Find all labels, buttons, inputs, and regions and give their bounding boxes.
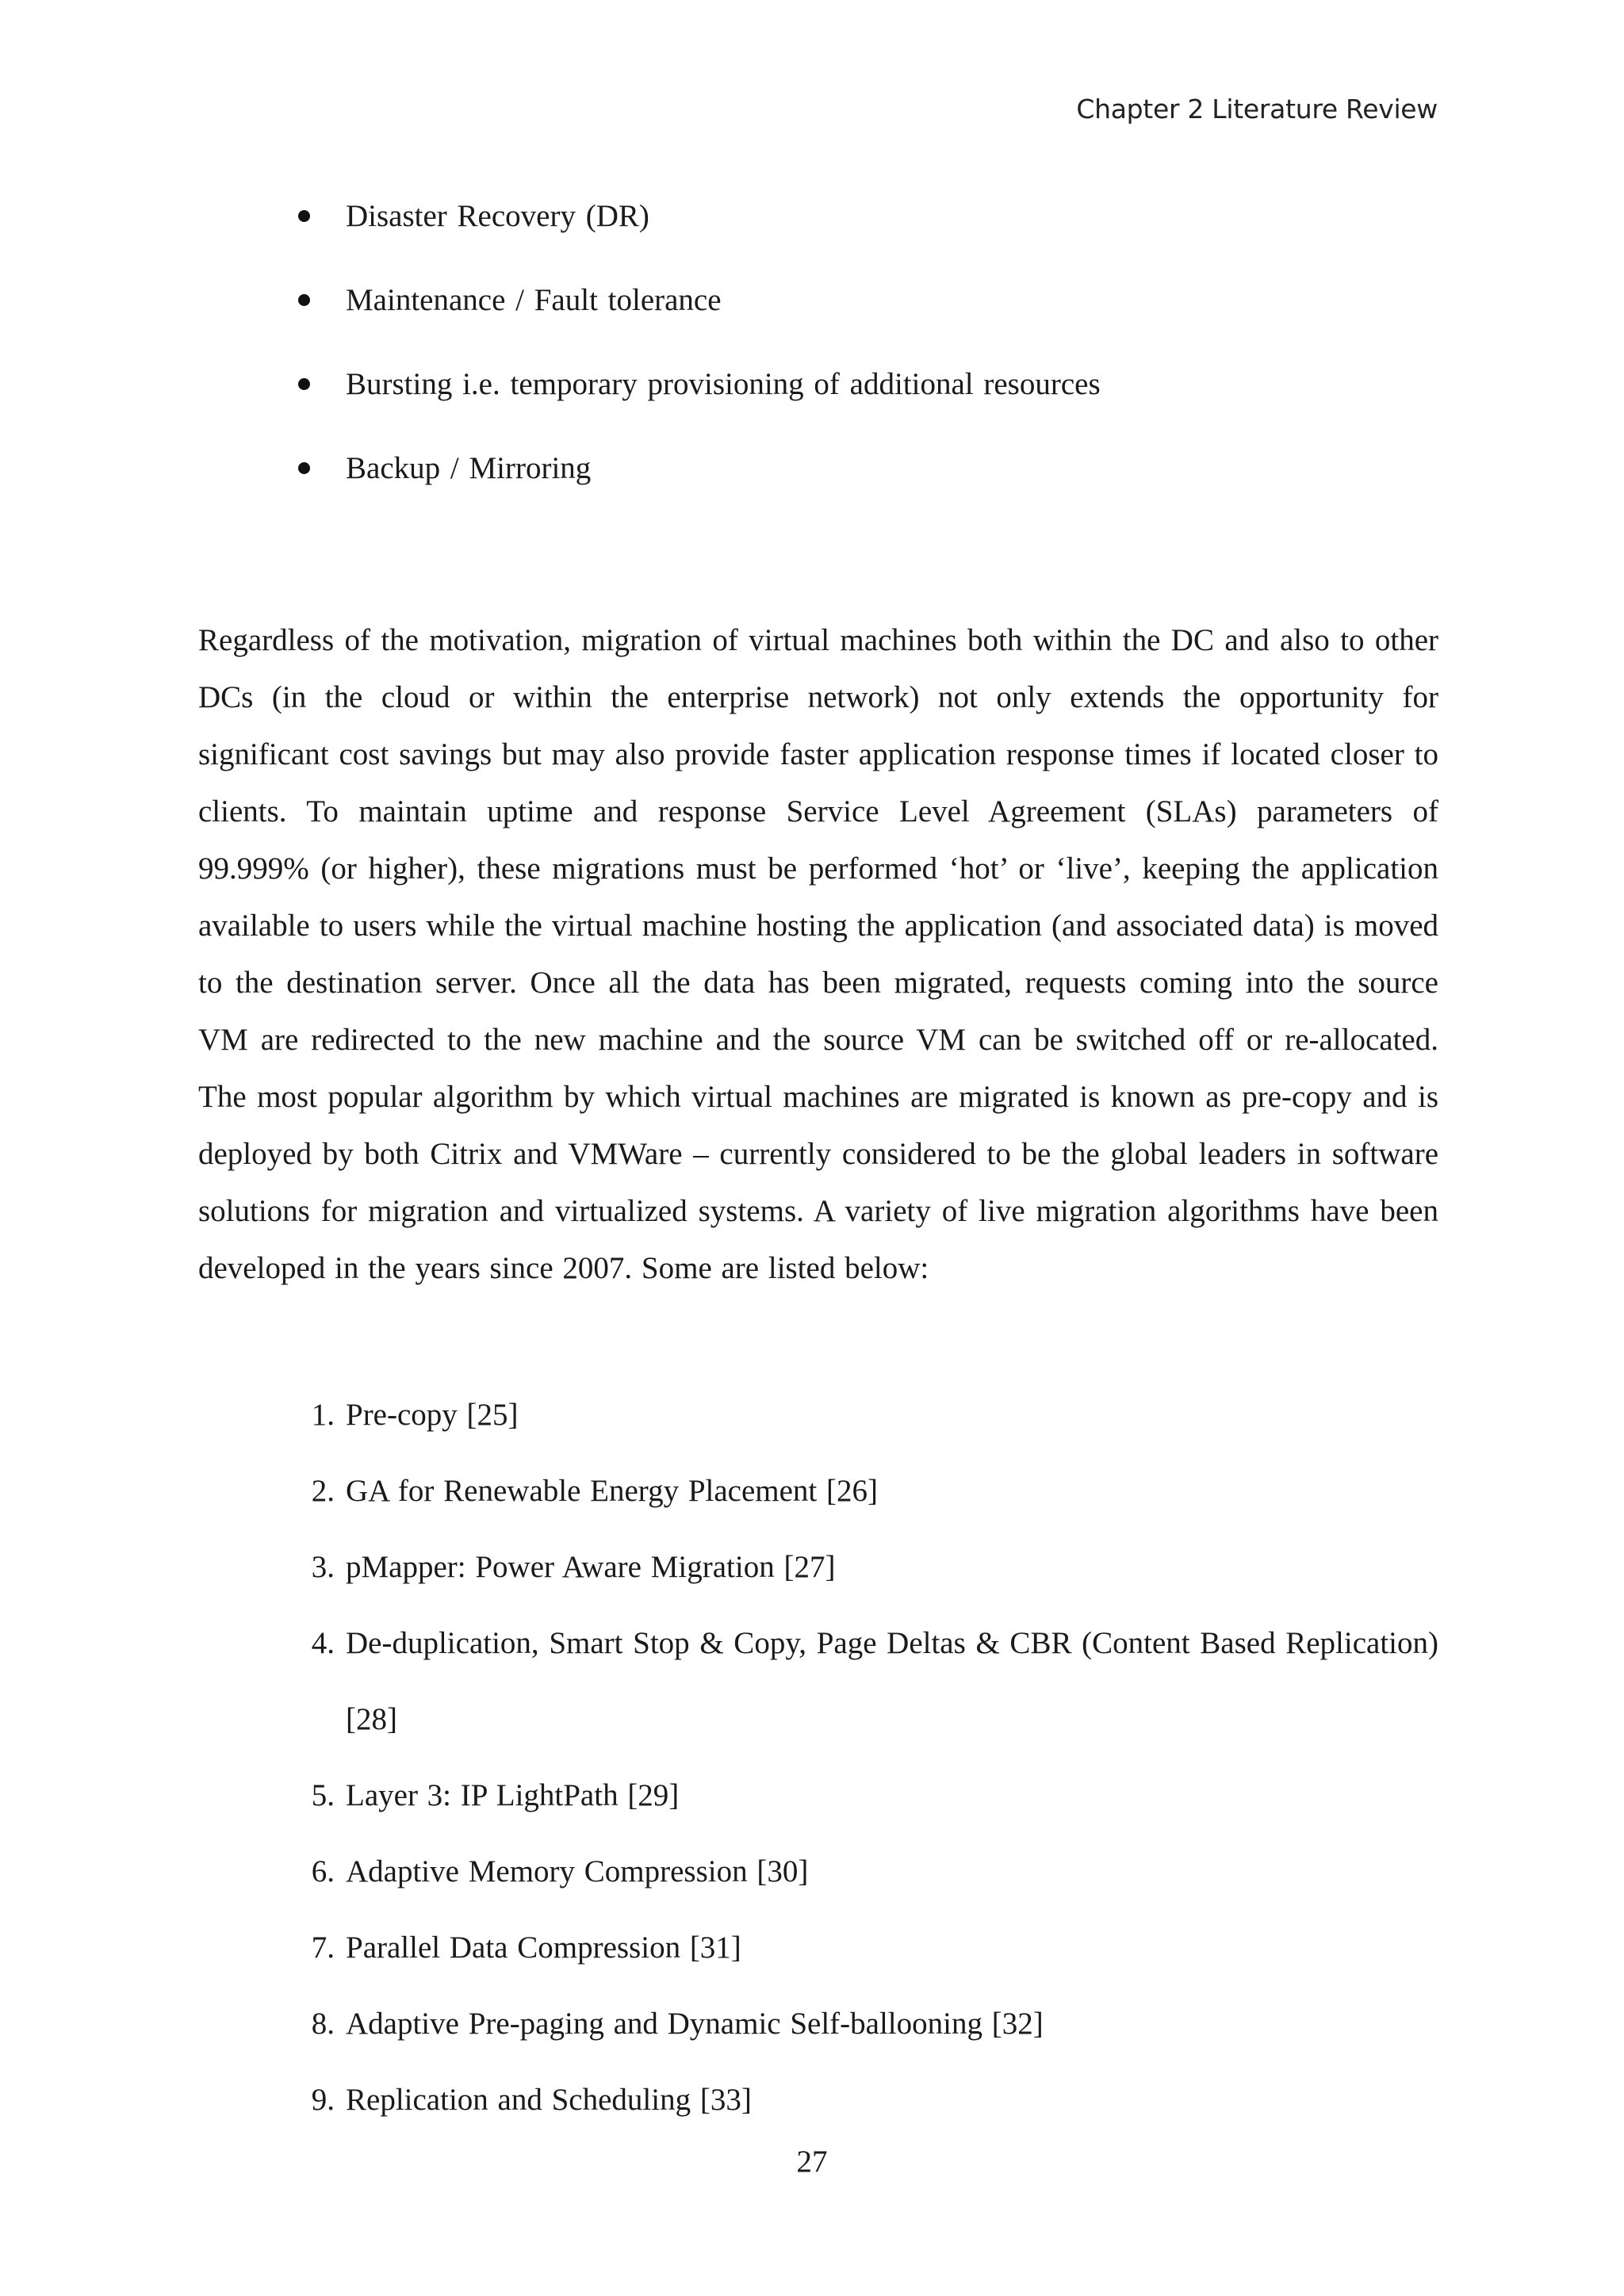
bullet-dot-icon (298, 210, 310, 222)
reference-text: Parallel Data Compression [31] (346, 1931, 741, 1965)
reference-text: Adaptive Pre-paging and Dynamic Self-ballooning [32] (346, 2007, 1044, 2041)
bullet-text: Bursting i.e. temporary provisioning of additional resources (346, 367, 1101, 401)
reference-item (0, 1453, 1624, 1529)
reference-text: GA for Renewable Energy Placement [26] (346, 1474, 878, 1508)
reference-number: 3. (311, 1550, 335, 1584)
reference-item (0, 1605, 1624, 1758)
reference-list (0, 1377, 1624, 2138)
reference-number: 5. (311, 1778, 335, 1812)
reference-number: 8. (311, 2007, 335, 2041)
bullet-text: Disaster Recovery (DR) (346, 199, 649, 233)
bullet-dot-icon (298, 378, 310, 390)
reference-text: Layer 3: IP LightPath [29] (346, 1778, 680, 1812)
reference-number: 1. (311, 1398, 335, 1432)
reference-item (0, 1986, 1624, 2062)
reference-item (0, 1377, 1624, 1453)
reference-text: De-duplication, Smart Stop & Copy, Page Deltas & CBR (Content Based Replication) [28] (346, 1626, 1438, 1736)
body-paragraph: Regardless of the motivation, migration of virtual machines both within the DC and also to other DCs (in the cloud or within the enterprise network) not only extends the opportunity for significant cost savings but may also provide faster application response times if located closer to clients. To maintain uptime and response Service Level Agreement (SLAs) parameters of 99.999% (or higher), these migrations must be performed ‘hot’ or ‘live’, keeping the application available to users while the virtual machine hosting the application (and associated data) is moved to the destination server. Once all the data has been migrated, requests coming into the source VM are redirected to the new machine and the source VM can be switched off or re-allocated. The most popular algorithm by which virtual machines are migrated is known as pre-copy and is deployed by both Citrix and VMWare – currently considered to be the global leaders in software solutions for migration and virtualized systems. A variety of live migration algorithms have been developed in the years since 2007. Some are listed below: (198, 623, 1438, 1285)
reference-number: 9. (311, 2083, 335, 2117)
reference-item (0, 1834, 1624, 1910)
reference-item (0, 2062, 1624, 2138)
reference-item (0, 1758, 1624, 1834)
reference-text: Pre-copy [25] (346, 1398, 519, 1432)
reference-item (0, 1529, 1624, 1605)
reference-number: 7. (311, 1931, 335, 1965)
bullet-dot-icon (298, 462, 310, 474)
page-number: 27 (796, 2145, 828, 2179)
reference-text: Replication and Scheduling [33] (346, 2083, 752, 2117)
bullet-text: Maintenance / Fault tolerance (346, 283, 722, 317)
bullet-text: Backup / Mirroring (346, 451, 592, 485)
reference-text: pMapper: Power Aware Migration [27] (346, 1550, 836, 1584)
reference-number: 6. (311, 1854, 335, 1888)
reference-item (0, 1910, 1624, 1986)
reference-number: 2. (311, 1474, 335, 1508)
bullet-dot-icon (298, 294, 310, 306)
reference-text: Adaptive Memory Compression [30] (346, 1854, 809, 1888)
running-header: Chapter 2 Literature Review (1076, 94, 1438, 124)
reference-number: 4. (311, 1626, 335, 1660)
